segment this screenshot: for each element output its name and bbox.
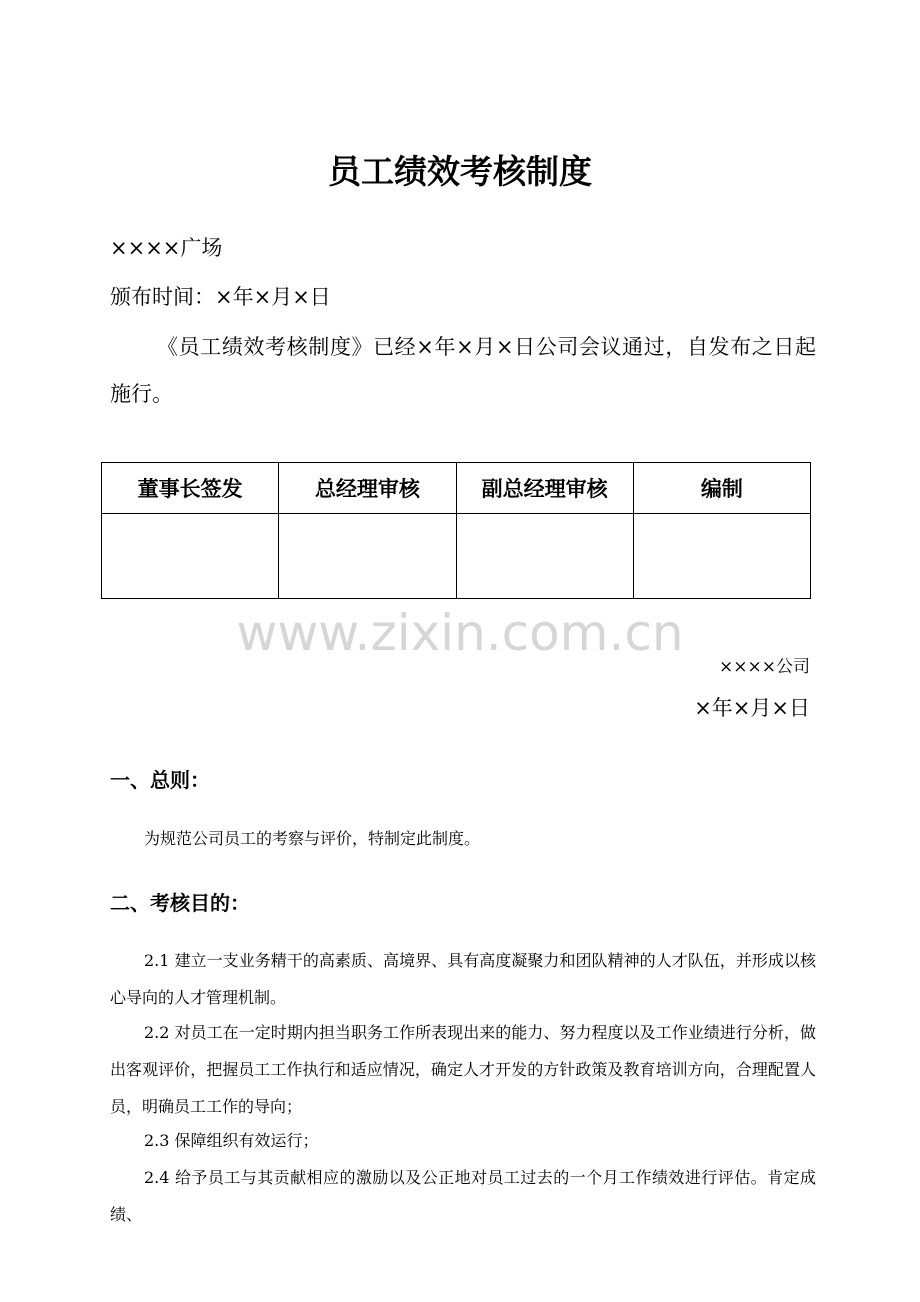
- approval-table: [101, 462, 811, 599]
- signature-cell-deputy-gm[interactable]: [456, 514, 633, 599]
- publish-date: 颁布时间：×年×月×日: [110, 285, 331, 309]
- purpose-paragraph-2-3: 2.3 保障组织有效运行；: [144, 1131, 319, 1150]
- document-title: 员工绩效考核制度: [328, 152, 592, 191]
- header-compiled-by: 编制: [633, 463, 810, 514]
- section-general-paragraph: 为规范公司员工的考察与评价，特制定此制度。: [144, 829, 481, 848]
- watermark: www.zixin.com.cn: [236, 604, 684, 662]
- header-gm-review: 总经理审核: [279, 463, 456, 514]
- section-heading-purpose: 二、考核目的：: [110, 891, 250, 915]
- header-deputy-gm-review: 副总经理审核: [456, 463, 633, 514]
- organization-line: ××××广场: [110, 236, 223, 260]
- intro-paragraph: 《员工绩效考核制度》已经×年×月×日公司会议通过，自发布之日起施行。: [110, 335, 816, 406]
- header-chairman-sign: 董事长签发: [102, 463, 279, 514]
- purpose-paragraph-2-1: 2.1 建立一支业务精干的高素质、高境界、具有高度凝聚力和团队精神的人才队伍，并形成以核心导向的人才管理机制。: [110, 951, 816, 1007]
- approval-table-header-row: [102, 463, 811, 514]
- purpose-paragraph-2-4: 2.4 给予员工与其贡献相应的激励以及公正地对员工过去的一个月工作绩效进行评估。肯定成绩、: [110, 1168, 816, 1224]
- signature-cell-chairman[interactable]: [102, 514, 279, 599]
- approval-table-signature-row: [102, 514, 811, 599]
- document-date: ×年×月×日: [694, 696, 810, 720]
- signature-cell-compiler[interactable]: [633, 514, 810, 599]
- company-name: ××××公司: [719, 657, 810, 677]
- section-heading-general: 一、总则：: [110, 768, 210, 792]
- signature-cell-gm[interactable]: [279, 514, 456, 599]
- purpose-paragraph-2-2: 2.2 对员工在一定时期内担当职务工作所表现出来的能力、努力程度以及工作业绩进行分析，做出客观评价，把握员工工作执行和适应情况，确定人才开发的方针政策及教育培训方向，合理配置人员，明确员工工作的导向；: [110, 1023, 816, 1116]
